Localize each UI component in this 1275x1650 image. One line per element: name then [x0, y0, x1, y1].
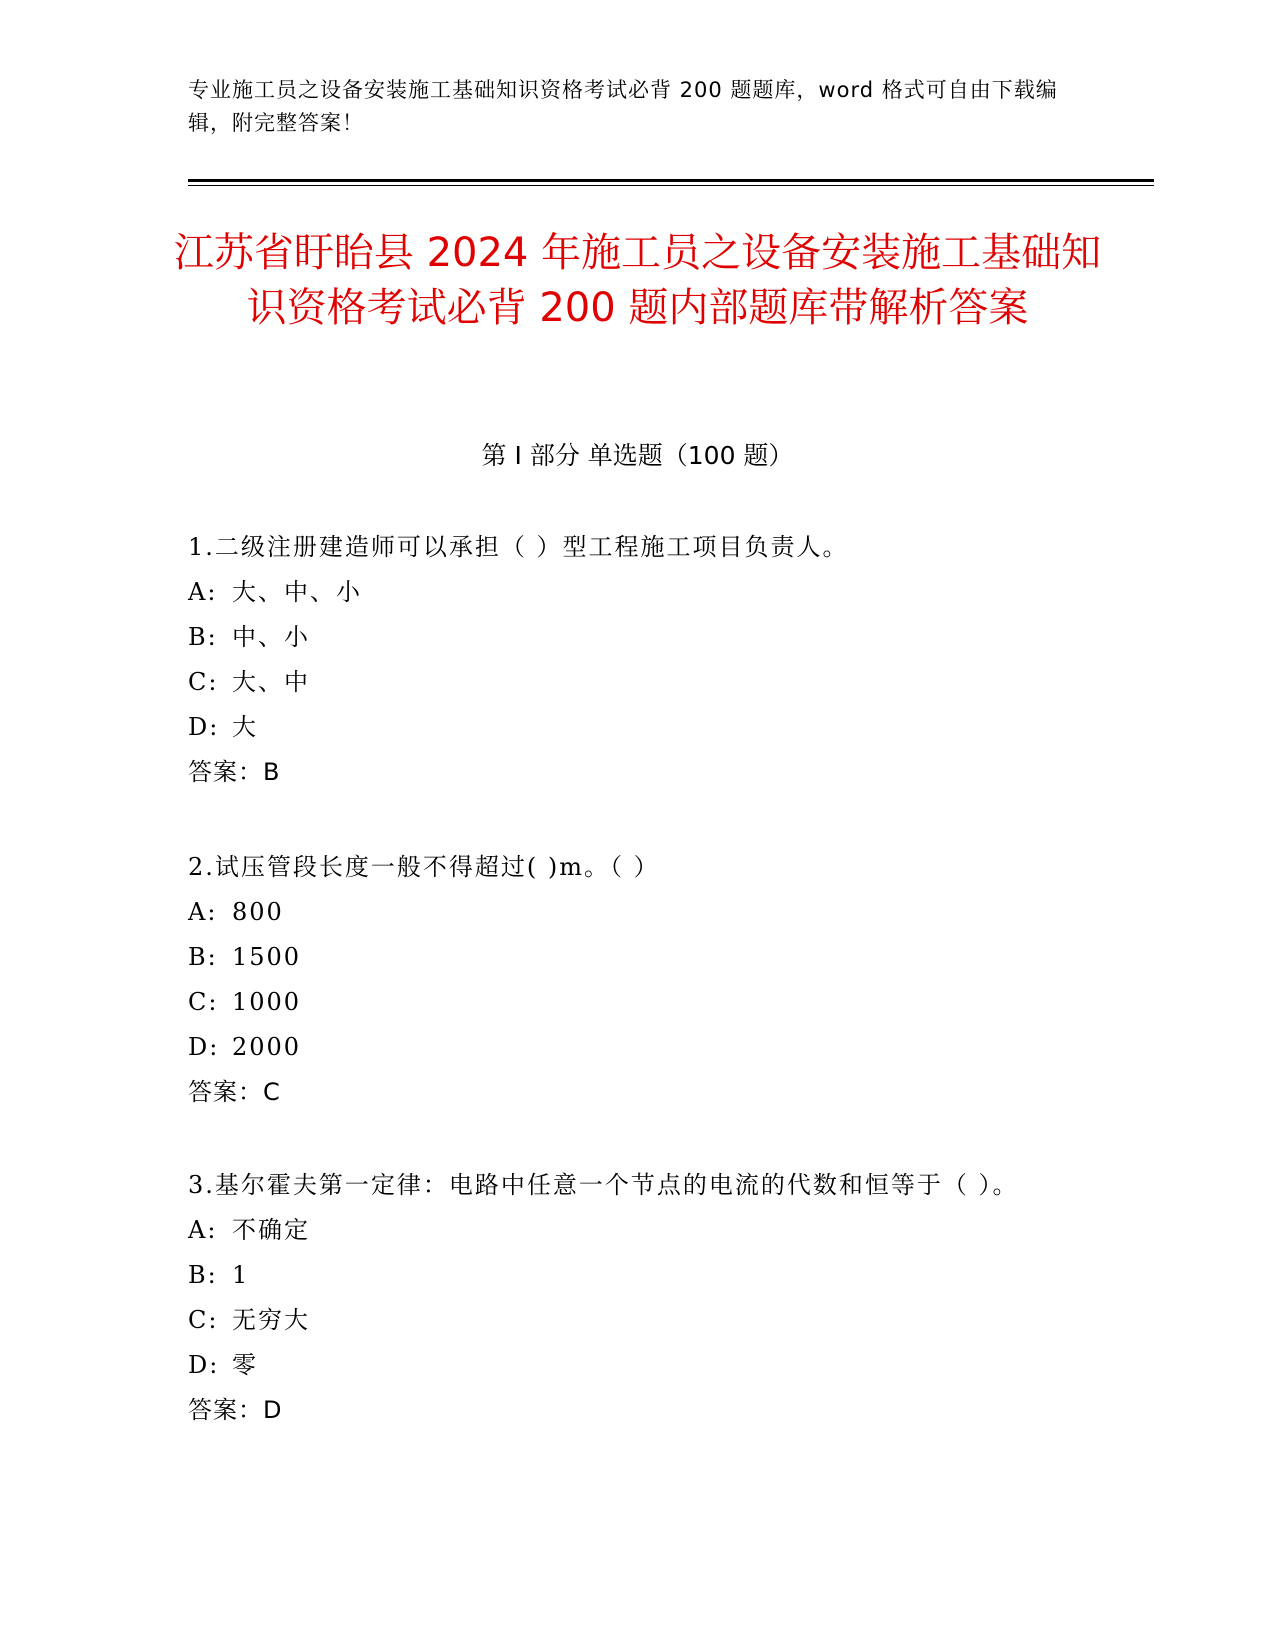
option-text: 中、小	[232, 623, 310, 651]
option-text: 大、中、小	[232, 578, 362, 606]
answer: 答案：D	[188, 1396, 283, 1424]
document-title: 江苏省盱眙县 2024 年施工员之设备安装施工基础知识资格考试必背 200 题内部题库带解析答案	[173, 230, 1102, 331]
option-letter: D:	[188, 1351, 220, 1379]
option-letter: B:	[188, 1261, 218, 1289]
option-text: 800	[232, 898, 284, 926]
option-a	[188, 1208, 1068, 1253]
option-b	[188, 615, 1068, 660]
option-letter: D:	[188, 713, 220, 741]
option-text: 无穷大	[232, 1306, 310, 1334]
option-c	[188, 660, 1068, 705]
header-note: 专业施工员之设备安装施工基础知识资格考试必背 200 题题库，word 格式可自由下载编辑，附完整答案！	[188, 78, 1058, 135]
option-a	[188, 890, 1068, 935]
option-text: 大	[232, 713, 258, 741]
option-text: 1000	[232, 988, 302, 1016]
option-text: 大、中	[232, 668, 310, 696]
option-text: 不确定	[232, 1216, 310, 1244]
option-letter: A:	[188, 578, 218, 606]
header-rule-thin	[188, 185, 1154, 186]
option-letter: C:	[188, 988, 219, 1016]
option-letter: B:	[188, 943, 218, 971]
option-text: 2000	[232, 1033, 302, 1061]
option-d	[188, 705, 1068, 750]
option-letter: D:	[188, 1033, 220, 1061]
option-d	[188, 1025, 1068, 1070]
option-c	[188, 1298, 1068, 1343]
option-text: 1	[232, 1261, 250, 1289]
section-heading: 第 I 部分 单选题（100 题）	[481, 441, 794, 470]
option-text: 零	[232, 1351, 258, 1379]
option-text: 1500	[232, 943, 302, 971]
answer: 答案：B	[188, 758, 281, 786]
option-d	[188, 1343, 1068, 1388]
option-letter: C:	[188, 1306, 219, 1334]
question-1	[188, 525, 1068, 795]
question-2	[188, 845, 1068, 1115]
answer: 答案：C	[188, 1078, 281, 1106]
option-letter: B:	[188, 623, 218, 651]
option-c	[188, 980, 1068, 1025]
option-letter: A:	[188, 1216, 218, 1244]
option-b	[188, 1253, 1068, 1298]
option-a	[188, 570, 1068, 615]
option-letter: A:	[188, 898, 218, 926]
question-stem: 3.基尔霍夫第一定律：电路中任意一个节点的电流的代数和恒等于（ ）。	[188, 1171, 1019, 1199]
question-stem: 1.二级注册建造师可以承担（ ）型工程施工项目负责人。	[188, 533, 849, 561]
question-3	[188, 1163, 1068, 1433]
header-rule-thick	[188, 179, 1154, 182]
option-b	[188, 935, 1068, 980]
option-letter: C:	[188, 668, 219, 696]
question-stem: 2.试压管段长度一般不得超过( )m。（ ）	[188, 853, 660, 881]
